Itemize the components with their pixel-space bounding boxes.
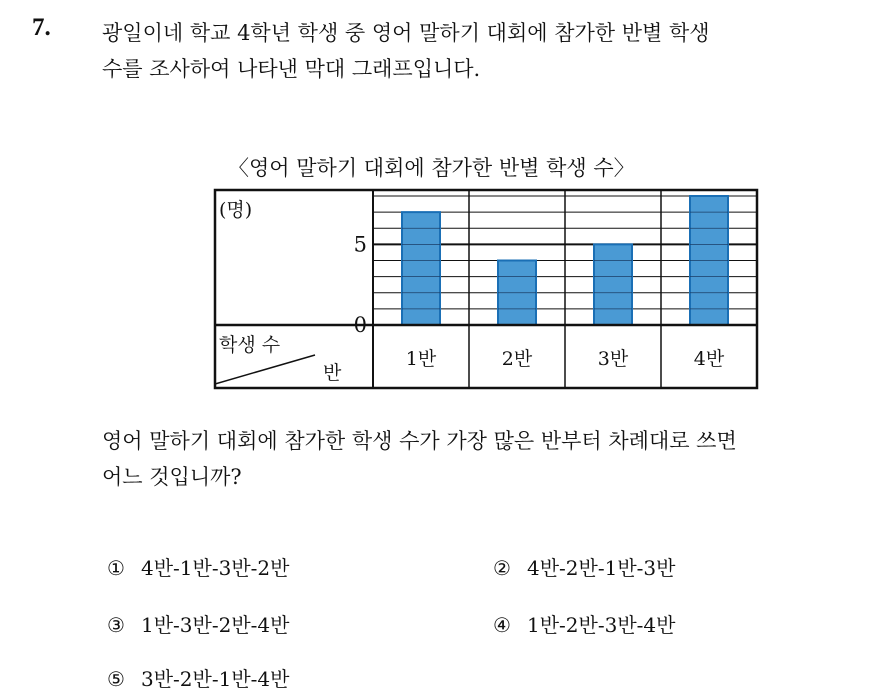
choice-1-text: 4반-1반-3반-2반	[141, 556, 290, 580]
corner-bottom-label: 반	[323, 362, 342, 384]
category-label: 2반	[501, 348, 533, 370]
choice-1[interactable]	[107, 552, 289, 581]
choice-2-text: 4반-2반-1반-3반	[527, 556, 676, 580]
intro-line-2: 수를 조사하여 나타낸 막대 그래프입니다.	[102, 57, 481, 81]
category-label: 3반	[597, 348, 629, 370]
choice-4-text: 1반-2반-3반-4반	[527, 613, 676, 637]
unit-label: (명)	[219, 199, 253, 221]
corner-diagonal	[215, 355, 315, 384]
choice-3-mark: ③	[107, 613, 125, 637]
choice-5-mark: ⑤	[107, 667, 125, 691]
question-intro	[102, 15, 882, 87]
choice-3-text: 1반-3반-2반-4반	[141, 613, 290, 637]
question-line-2: 어느 것입니까?	[102, 465, 242, 489]
bar-chart	[213, 188, 759, 390]
choice-5[interactable]	[107, 663, 289, 692]
choice-2-mark: ②	[493, 556, 511, 580]
choice-4-mark: ④	[493, 613, 511, 637]
category-label: 4반	[693, 348, 725, 370]
question-line-1: 영어 말하기 대회에 참가한 학생 수가 가장 많은 반부터 차례대로 쓰면	[102, 429, 737, 453]
choice-2[interactable]	[493, 552, 675, 581]
y-tick-label: 5	[353, 232, 367, 257]
bar-1반	[402, 212, 440, 325]
choice-4[interactable]	[493, 609, 675, 638]
chart-frame	[215, 190, 757, 388]
y-tick-label: 0	[353, 313, 367, 337]
bar-3반	[594, 244, 632, 325]
intro-line-1: 광일이네 학교 4학년 학생 중 영어 말하기 대회에 참가한 반별 학생	[102, 21, 710, 45]
question-prompt	[102, 423, 882, 495]
choice-3[interactable]	[107, 609, 289, 638]
corner-top-label: 학생 수	[219, 334, 281, 356]
choice-5-text: 3반-2반-1반-4반	[141, 667, 290, 691]
choice-1-mark: ①	[107, 556, 125, 580]
category-label: 1반	[405, 348, 437, 370]
question-number: 7.	[32, 14, 51, 41]
chart-title: 〈영어 말하기 대회에 참가한 반별 학생 수〉	[228, 156, 635, 180]
